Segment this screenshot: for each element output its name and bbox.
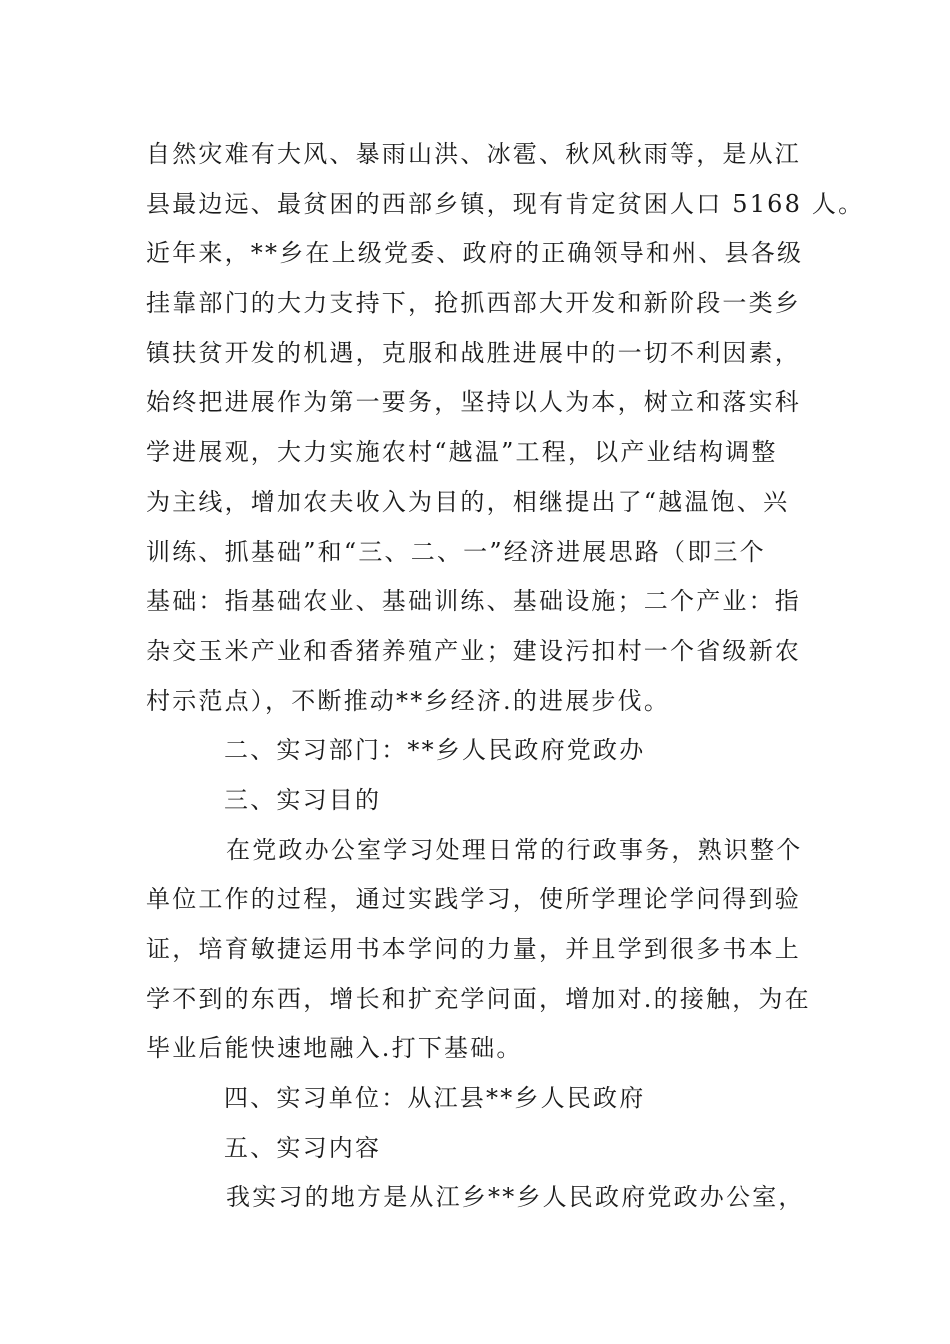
text-line: 县最边远、最贫困的西部乡镇，现有肯定贫困人口 5168 人。 — [146, 189, 865, 218]
text-line: 挂靠部门的大力支持下，抢抓西部大开发和新阶段一类乡 — [146, 289, 801, 318]
text-line: 村示范点），不断推动**乡经济.的进展步伐。 — [146, 686, 671, 715]
text-line: 学不到的东西，增长和扩充学问面，增加对.的接触，为在 — [146, 984, 811, 1013]
document-body — [146, 130, 865, 1223]
paragraph-first-line: 我实习的地方是从江乡**乡人民政府党政办公室， — [226, 1183, 805, 1212]
section-heading-content: 五、实习内容 — [224, 1133, 382, 1162]
text-line: 为主线，增加农夫收入为目的，相继提出了“越温饱、兴 — [146, 487, 790, 516]
text-line: 镇扶贫开发的机遇，克服和战胜进展中的一切不利因素， — [146, 338, 801, 367]
text-line: 学进展观，大力实施农村“越温”工程，以产业结构调整 — [146, 438, 778, 467]
text-line: 杂交玉米产业和香猪养殖产业；建设污扣村一个省级新农 — [146, 636, 801, 665]
text-line: 始终把进展作为第一要务，坚持以人为本，树立和落实科 — [146, 388, 801, 417]
text-line: 近年来，**乡在上级党委、政府的正确领导和州、县各级 — [146, 239, 804, 268]
paragraph-first-line: 在党政办公室学习处理日常的行政事务，熟识整个 — [226, 835, 803, 864]
section-heading-department: 二、实习部门：**乡人民政府党政办 — [224, 736, 646, 765]
section-heading-purpose: 三、实习目的 — [224, 785, 382, 814]
text-line: 自然灾难有大风、暴雨山洪、冰雹、秋风秋雨等，是从江 — [146, 140, 801, 168]
text-line: 毕业后能快速地融入.打下基础。 — [146, 1034, 523, 1063]
section-heading-unit: 四、实习单位：从江县**乡人民政府 — [224, 1084, 646, 1113]
text-line: 基础：指基础农业、基础训练、基础设施；二个产业：指 — [146, 587, 801, 616]
text-line: 单位工作的过程，通过实践学习，使所学理论学问得到验 — [146, 885, 801, 914]
text-line: 训练、抓基础”和“三、二、一”经济进展思路（即三个 — [146, 537, 766, 566]
text-line: 证，培育敏捷运用书本学问的力量，并且学到很多书本上 — [146, 935, 801, 963]
